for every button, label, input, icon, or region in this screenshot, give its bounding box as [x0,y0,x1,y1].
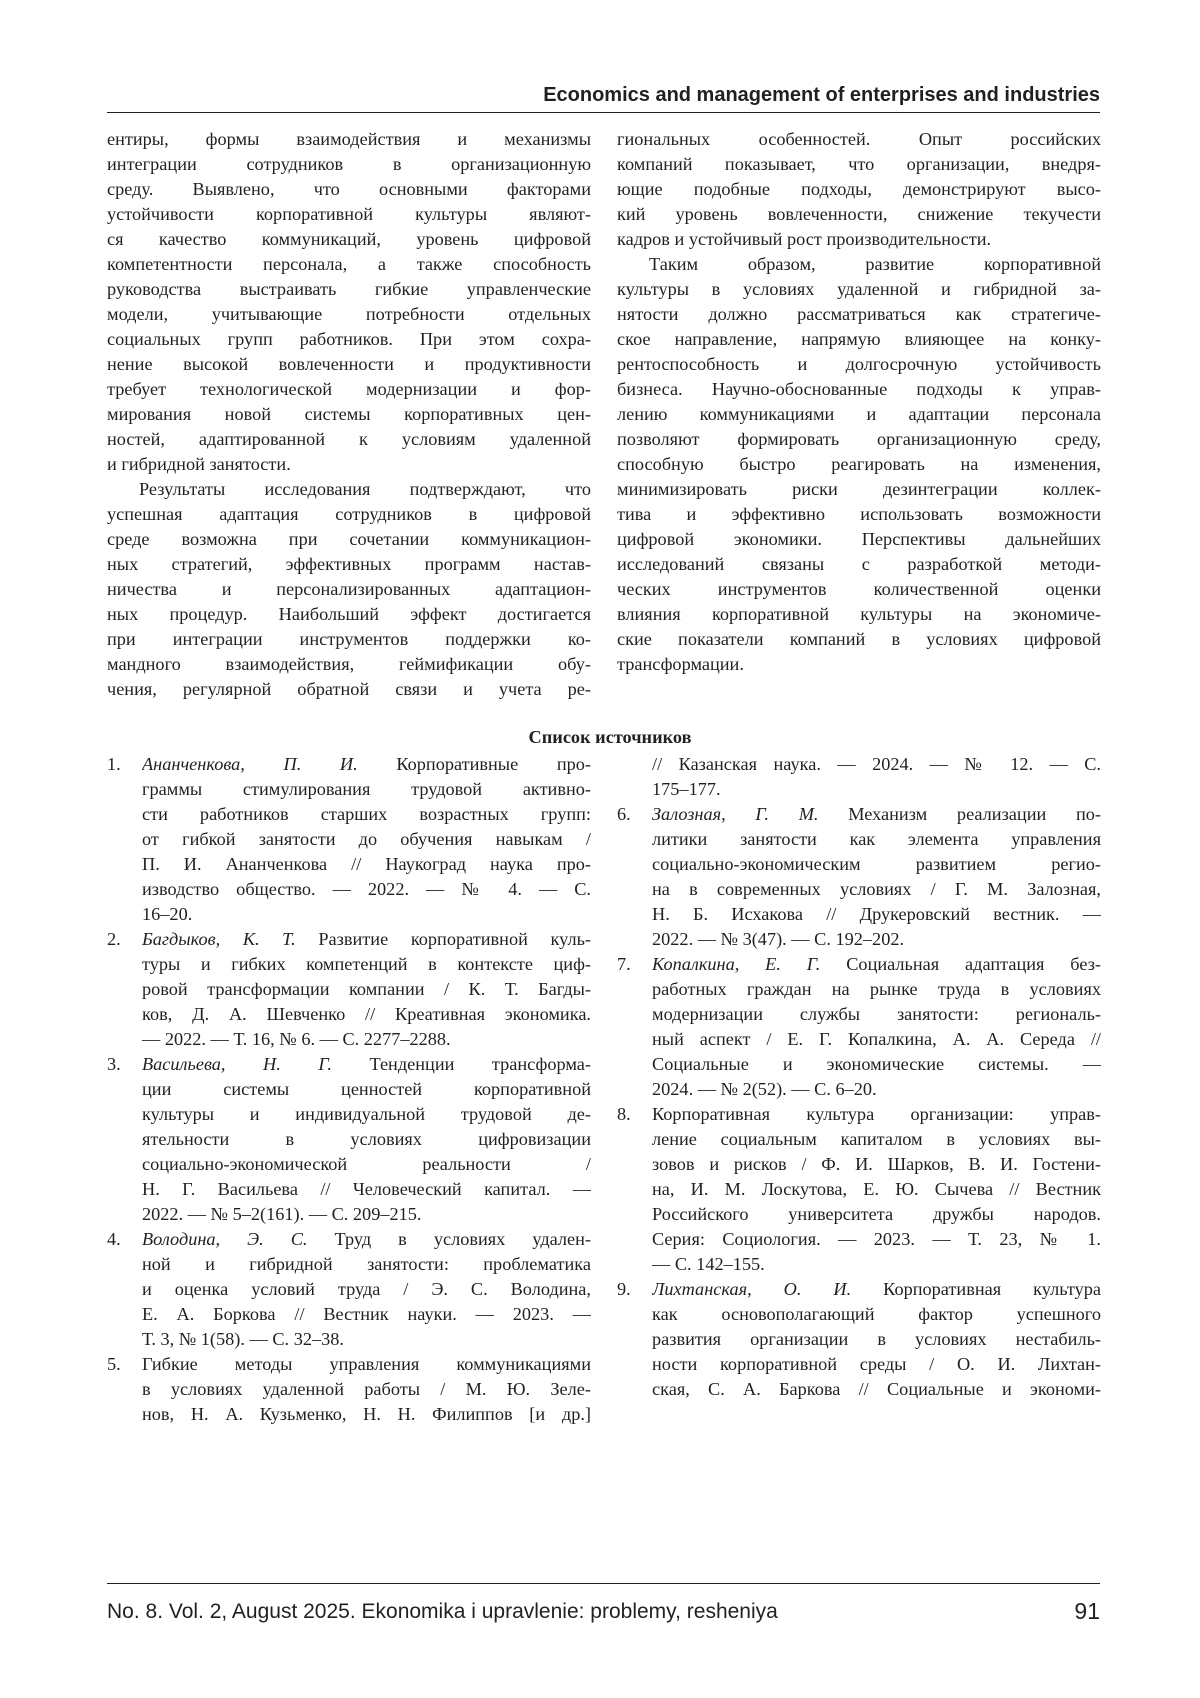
reference-line [652,1302,1101,1327]
reference-line [142,1352,591,1377]
reference-line [142,927,591,952]
text-line: модели, учитывающие потребности отдельных [107,302,591,327]
reference-text: Корпоративная культура организации: управ- [652,1104,1101,1124]
reference-text: Механизм реализации по- [819,804,1101,824]
reference-line [142,1327,591,1352]
reference-text: 175–177. [652,779,721,799]
text-line: исследований связаны с разработкой методи- [617,552,1101,577]
reference-text: П. И. Ананченкова // Наукоград наука про- [142,854,591,874]
reference-line [142,1177,591,1202]
reference-item [617,1277,1101,1402]
page-number: 91 [1074,1598,1100,1625]
running-header: Economics and management of enterprises and industries [543,84,1100,107]
reference-line [142,1027,591,1052]
reference-text: 16–20. [142,904,192,924]
body-column-right [617,127,1101,677]
reference-line [142,1127,591,1152]
reference-text: ков, Д. А. Шевченко // Креативная экономика. [142,1004,591,1024]
text-line: лению коммуникациями и адаптации персонала [617,402,1101,427]
references-title: Список источников [0,727,1200,748]
reference-line [142,902,591,927]
text-line: успешная адаптация сотрудников в цифровой [107,502,591,527]
reference-text: — 2022. — Т. 16, № 6. — С. 2277–2288. [142,1029,451,1049]
text-line: ничества и персонализированных адаптацион- [107,577,591,602]
reference-line [652,1127,1101,1152]
reference-text: и оценка условий труда / Э. С. Володина, [142,1279,591,1299]
reference-line [142,1302,591,1327]
text-line: бизнеса. Научно-обоснованные подходы к управ- [617,377,1101,402]
reference-author: Багдыков, К. Т. [142,929,296,949]
references-column-right [617,752,1101,1402]
reference-line [142,1152,591,1177]
reference-text: ности корпоративной среды / О. И. Лихтан- [652,1354,1101,1374]
reference-text: социально-экономическим развитием регио- [652,854,1101,874]
text-line: ся качество коммуникаций, уровень цифровой [107,227,591,252]
text-line: ных стратегий, эффективных программ настав- [107,552,591,577]
text-line: мирования новой системы корпоративных цен- [107,402,591,427]
reference-item [617,752,1101,802]
text-line: мандного взаимодействия, геймификации обу- [107,652,591,677]
text-line: ческих инструментов количественной оценки [617,577,1101,602]
reference-text: Т. 3, № 1(58). — С. 32–38. [142,1329,344,1349]
reference-text: ровой трансформации компании / К. Т. Багды- [142,979,591,999]
reference-text: в условиях удаленной работы / М. Ю. Зеле- [142,1379,591,1399]
reference-author: Копалкина, Е. Г. [652,954,820,974]
reference-line [142,877,591,902]
header-rule [107,112,1100,113]
reference-line [652,1252,1101,1277]
reference-line [142,1402,591,1427]
reference-line [142,777,591,802]
reference-item [617,802,1101,952]
reference-line [142,952,591,977]
reference-text: Развитие корпоративной куль- [296,929,591,949]
reference-line [652,1077,1101,1102]
text-line: и гибридной занятости. [107,452,591,477]
reference-author: Лихтанская, О. И. [652,1279,851,1299]
reference-text: ская, С. А. Баркова // Социальные и экономи- [652,1379,1101,1399]
reference-line [142,1277,591,1302]
text-line: кий уровень вовлеченности, снижение текучести [617,202,1101,227]
reference-line [652,1002,1101,1027]
reference-text: ление социальным капиталом в условиях вы- [652,1129,1101,1149]
text-line: требует технологической модернизации и фор- [107,377,591,402]
reference-text: литики занятости как элемента управления [652,829,1101,849]
reference-item [107,752,591,927]
reference-line [142,852,591,877]
reference-line [652,927,1101,952]
text-line: ностей, адаптированной к условиям удаленной [107,427,591,452]
paragraph [617,127,1101,252]
text-line: ентиры, формы взаимодействия и механизмы [107,127,591,152]
reference-line [142,1377,591,1402]
text-line: ское направление, напрямую влияющее на конку- [617,327,1101,352]
reference-line [142,1202,591,1227]
reference-text: модернизации службы занятости: региональ- [652,1004,1101,1024]
reference-line [652,1202,1101,1227]
reference-line [142,827,591,852]
reference-line [652,1177,1101,1202]
reference-text: Серия: Социология. — 2023. — Т. 23, № 1. [652,1229,1101,1249]
text-line: позволяют формировать организационную среду, [617,427,1101,452]
text-line: трансформации. [617,652,1101,677]
reference-number: 1. [107,752,121,777]
reference-text: Социальная адаптация без- [820,954,1101,974]
reference-item [617,1102,1101,1277]
reference-author: Ананченкова, П. И. [142,754,358,774]
text-line: минимизировать риски дезинтеграции коллек- [617,477,1101,502]
reference-text: зовов и рисков / Ф. И. Шарков, В. И. Гостени- [652,1154,1101,1174]
text-line: компаний показывает, что организации, внедря- [617,152,1101,177]
text-line: нятости должно рассматриваться как стратегиче- [617,302,1101,327]
text-line: влияния корпоративной культуры на экономиче- [617,602,1101,627]
reference-text: 2024. — № 2(52). — С. 6–20. [652,1079,877,1099]
reference-text: Труд в условиях удален- [307,1229,591,1249]
reference-text: как основополагающий фактор успешного [652,1304,1101,1324]
body-column-left [107,127,591,702]
reference-text: ятельности в условиях цифровизации [142,1129,591,1149]
reference-text: развития организации в условиях нестабиль- [652,1329,1101,1349]
reference-line [652,952,1101,977]
reference-item [617,952,1101,1102]
text-line: интеграции сотрудников в организационную [107,152,591,177]
text-line: цифровой экономики. Перспективы дальнейших [617,527,1101,552]
reference-text: Российского университета дружбы народов. [652,1204,1101,1224]
reference-text: туры и гибких компетенций в контексте циф- [142,954,591,974]
reference-text: ции системы ценностей корпоративной [142,1079,591,1099]
reference-line [652,1352,1101,1377]
reference-author: Васильева, Н. Г. [142,1054,332,1074]
reference-text: изводство общество. — 2022. — № 4. — С. [142,879,591,899]
reference-line [142,1227,591,1252]
reference-author: Залозная, Г. М. [652,804,819,824]
reference-line [652,852,1101,877]
text-line: среде возможна при сочетании коммуникацион- [107,527,591,552]
reference-text: — С. 142–155. [652,1254,765,1274]
reference-line [652,877,1101,902]
reference-line [652,1377,1101,1402]
reference-number: 8. [617,1102,631,1127]
text-line: при интеграции инструментов поддержки ко- [107,627,591,652]
text-line: ские показатели компаний в условиях цифровой [617,627,1101,652]
text-line: рентоспособность и долгосрочную устойчивость [617,352,1101,377]
reference-text: ный аспект / Е. Г. Копалкина, А. А. Середа // [652,1029,1101,1049]
reference-line [652,752,1101,777]
reference-text: на, И. М. Лоскутова, Е. Ю. Сычева // Вестник [652,1179,1101,1199]
reference-text: сти работников старших возрастных групп: [142,804,591,824]
reference-line [142,1002,591,1027]
reference-line [652,1027,1101,1052]
reference-author: Володина, Э. С. [142,1229,307,1249]
text-line: Таким образом, развитие корпоративной [617,252,1101,277]
reference-text: граммы стимулирования трудовой активно- [142,779,591,799]
text-line: гиональных особенностей. Опыт российских [617,127,1101,152]
reference-number: 9. [617,1277,631,1302]
reference-text: Н. Г. Васильева // Человеческий капитал. — [142,1179,591,1199]
reference-line [652,777,1101,802]
reference-text: Гибкие методы управления коммуникациями [142,1354,591,1374]
footer-rule [107,1583,1100,1584]
reference-number: 7. [617,952,631,977]
reference-text: Е. А. Боркова // Вестник науки. — 2023. — [142,1304,591,1324]
text-line: компетентности персонала, а также способность [107,252,591,277]
paragraph [107,477,591,702]
reference-item [107,1352,591,1427]
reference-line [652,902,1101,927]
reference-line [142,802,591,827]
text-line: устойчивости корпоративной культуры являют- [107,202,591,227]
footer-citation: No. 8. Vol. 2, August 2025. Ekonomika i upravlenie: problemy, resheniya [107,1600,778,1624]
reference-line [652,1277,1101,1302]
reference-text: ной и гибридной занятости: проблематика [142,1254,591,1274]
reference-line [652,1102,1101,1127]
reference-line [142,752,591,777]
paragraph [617,252,1101,677]
text-line: тива и эффективно использовать возможности [617,502,1101,527]
reference-line [652,1152,1101,1177]
reference-number: 6. [617,802,631,827]
reference-line [142,1252,591,1277]
paragraph [107,127,591,477]
reference-line [652,1327,1101,1352]
text-line: руководства выстраивать гибкие управленческие [107,277,591,302]
reference-text: Социальные и экономические системы. — [652,1054,1101,1074]
text-line: среду. Выявлено, что основными факторами [107,177,591,202]
reference-number: 4. [107,1227,121,1252]
reference-line [142,1052,591,1077]
reference-line [652,827,1101,852]
reference-text: 2022. — № 5–2(161). — С. 209–215. [142,1204,421,1224]
reference-line [142,1077,591,1102]
text-line: чения, регулярной обратной связи и учета ре- [107,677,591,702]
reference-number: 2. [107,927,121,952]
reference-text: Н. Б. Исхакова // Друкеровский вестник. — [652,904,1101,924]
text-line: нение высокой вовлеченности и продуктивности [107,352,591,377]
text-line: культуры в условиях удаленной и гибридной за- [617,277,1101,302]
reference-number: 3. [107,1052,121,1077]
reference-text: 2022. — № 3(47). — С. 192–202. [652,929,904,949]
reference-item [107,1227,591,1352]
reference-text: Тенденции трансформа- [332,1054,591,1074]
text-line: социальных групп работников. При этом сохра- [107,327,591,352]
reference-line [652,1052,1101,1077]
references-column-left [107,752,591,1427]
reference-item [107,1052,591,1227]
text-line: ющие подобные подходы, демонстрируют высо- [617,177,1101,202]
reference-line [652,802,1101,827]
text-line: ных процедур. Наибольший эффект достигается [107,602,591,627]
reference-line [142,1102,591,1127]
reference-number: 5. [107,1352,121,1377]
text-line: способную быстро реагировать на изменения, [617,452,1101,477]
reference-text: работных граждан на рынке труда в условиях [652,979,1101,999]
reference-text: от гибкой занятости до обучения навыкам / [142,829,591,849]
reference-text: культуры и индивидуальной трудовой де- [142,1104,591,1124]
reference-text: // Казанская наука. — 2024. — № 12. — С. [652,754,1101,774]
reference-line [652,1227,1101,1252]
reference-item [107,927,591,1052]
reference-text: Корпоративные про- [358,754,591,774]
reference-text: нов, Н. А. Кузьменко, Н. Н. Филиппов [и др.] [142,1404,591,1424]
journal-page [0,0,1200,1698]
reference-line [652,977,1101,1002]
text-line: кадров и устойчивый рост производительности. [617,227,1101,252]
reference-text: на в современных условиях / Г. М. Залозная, [652,879,1101,899]
text-line: Результаты исследования подтверждают, что [107,477,591,502]
reference-text: Корпоративная культура [851,1279,1101,1299]
reference-text: социально-экономической реальности / [142,1154,591,1174]
reference-line [142,977,591,1002]
